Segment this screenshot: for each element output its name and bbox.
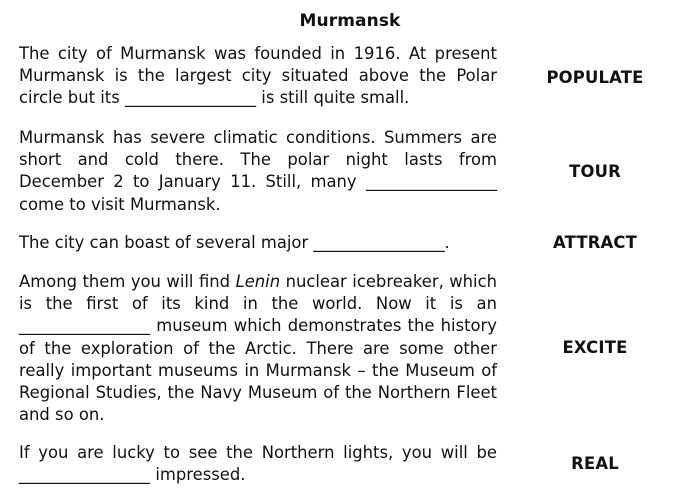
paragraph-text: is still quite small. [256, 88, 410, 108]
paragraph-text: come to visit Murmansk. [19, 194, 221, 214]
answer-blank[interactable]: ________________ [365, 172, 497, 192]
paragraph-text: The city of Murmansk was founded in 1916. At present Murmansk is the largest city situated above the Polar circle but its [19, 44, 497, 108]
key-word-populate: POPULATE [546, 68, 644, 87]
answer-blank[interactable]: ________________ [19, 316, 151, 336]
key-word-tour: TOUR [569, 162, 621, 181]
paragraph-text: impressed. [150, 465, 246, 485]
icebreaker-name: Lenin [235, 272, 281, 291]
paragraph-text: Murmansk has severe climatic conditions. Summers are short and cold there. The polar night lasts from December 2 to January 11. Still, many [19, 128, 497, 192]
paragraph-1 [19, 43, 497, 110]
paragraph-5 [19, 442, 497, 486]
answer-blank[interactable]: ________________ [19, 465, 151, 485]
paragraph-text: nuclear icebreaker, which is the first of its kind in the world. Now it is an [19, 272, 497, 314]
key-word-excite: EXCITE [562, 338, 628, 357]
paragraph-3 [19, 232, 497, 254]
answer-blank[interactable]: ________________ [124, 88, 257, 108]
paragraph-text: The city can boast of several major [19, 233, 314, 252]
paragraph-text: . [444, 233, 450, 252]
answer-blank[interactable]: ________________ [313, 233, 445, 252]
key-word-real: REAL [571, 454, 619, 473]
page-title: Murmansk [299, 11, 401, 31]
paragraph-2 [19, 127, 497, 216]
key-word-attract: ATTRACT [552, 233, 638, 252]
paragraph-text: Among them you will find [19, 272, 236, 291]
paragraph-text: If you are lucky to see the Northern lights, you will be [19, 443, 497, 462]
paragraph-text: museum which demonstrates the history of the exploration of the Arctic. There are some other really important museums in Murmansk – the Museum of Regional Studies, the Navy Museum of the Northern Fleet and so on. [19, 316, 497, 425]
paragraph-4 [19, 271, 497, 426]
